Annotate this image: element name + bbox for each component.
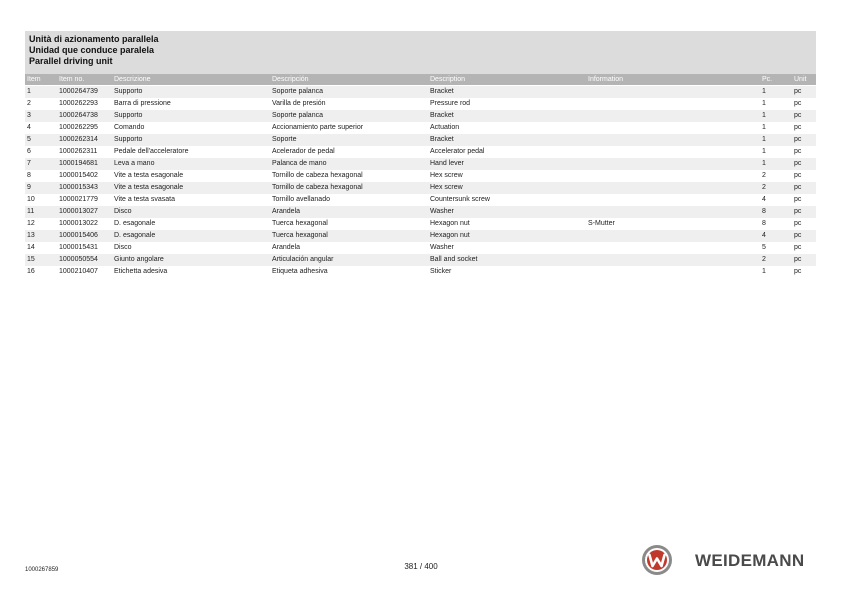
cell-desc-english: Actuation <box>430 124 460 131</box>
cell-desc-italian: D. esagonale <box>114 220 156 227</box>
cell-item: 12 <box>27 220 35 227</box>
cell-desc-spanish: Tornillo de cabeza hexagonal <box>272 172 363 179</box>
cell-pieces: 2 <box>762 172 766 179</box>
cell-unit: pc <box>794 220 802 227</box>
table-row <box>25 266 816 278</box>
cell-unit: pc <box>794 196 802 203</box>
cell-item: 13 <box>27 232 35 239</box>
col-information: Information <box>588 76 624 83</box>
cell-desc-english: Washer <box>430 208 454 215</box>
cell-desc-italian: Giunto angolare <box>114 256 164 263</box>
cell-desc-english: Hexagon nut <box>430 220 470 227</box>
cell-desc-spanish: Etiqueta adhesiva <box>272 268 328 275</box>
cell-desc-italian: Vite a testa esagonale <box>114 184 184 191</box>
table-row <box>25 206 816 218</box>
cell-unit: pc <box>794 172 802 179</box>
cell-pieces: 1 <box>762 124 766 131</box>
cell-unit: pc <box>794 148 802 155</box>
table-row <box>25 218 816 230</box>
cell-item-no: 1000050554 <box>59 256 98 263</box>
cell-desc-english: Bracket <box>430 136 454 143</box>
cell-item-no: 1000015402 <box>59 172 98 179</box>
cell-item: 4 <box>27 124 31 131</box>
cell-item-no: 1000264739 <box>59 88 98 95</box>
cell-pieces: 5 <box>762 244 766 251</box>
cell-item: 11 <box>27 208 35 215</box>
table-row <box>25 230 816 242</box>
cell-desc-italian: Leva a mano <box>114 160 155 167</box>
table-row <box>25 254 816 266</box>
table-row <box>25 158 816 170</box>
cell-desc-english: Ball and socket <box>430 256 478 263</box>
cell-desc-italian: Supporto <box>114 112 143 119</box>
cell-pieces: 1 <box>762 88 766 95</box>
cell-desc-spanish: Tuerca hexagonal <box>272 220 328 227</box>
cell-desc-italian: Disco <box>114 208 132 215</box>
col-desc-english: Description <box>430 76 466 83</box>
cell-unit: pc <box>794 244 802 251</box>
document-title-block <box>25 31 816 74</box>
cell-unit: pc <box>794 124 802 131</box>
cell-item-no: 1000262293 <box>59 100 98 107</box>
col-item: Item <box>27 76 41 83</box>
cell-pieces: 4 <box>762 196 766 203</box>
cell-item-no: 1000015406 <box>59 232 98 239</box>
cell-item: 9 <box>27 184 31 191</box>
cell-pieces: 2 <box>762 184 766 191</box>
cell-item: 6 <box>27 148 31 155</box>
cell-desc-italian: Etichetta adesiva <box>114 268 168 275</box>
table-row <box>25 122 816 134</box>
cell-pieces: 1 <box>762 148 766 155</box>
cell-pieces: 8 <box>762 220 766 227</box>
cell-item-no: 1000013027 <box>59 208 98 215</box>
cell-item-no: 1000264738 <box>59 112 98 119</box>
cell-item-no: 1000262295 <box>59 124 98 131</box>
cell-desc-english: Washer <box>430 244 454 251</box>
cell-unit: pc <box>794 256 802 263</box>
cell-unit: pc <box>794 232 802 239</box>
cell-pieces: 1 <box>762 160 766 167</box>
cell-item: 14 <box>27 244 35 251</box>
cell-desc-english: Hex screw <box>430 184 463 191</box>
table-row <box>25 170 816 182</box>
cell-desc-spanish: Tornillo avellanado <box>272 196 330 203</box>
cell-unit: pc <box>794 184 802 191</box>
title-english: Parallel driving unit <box>29 56 113 66</box>
cell-item-no: 1000262314 <box>59 136 98 143</box>
cell-desc-spanish: Accionamiento parte superior <box>272 124 364 131</box>
cell-desc-italian: Barra di pressione <box>114 100 171 107</box>
cell-pieces: 1 <box>762 268 766 275</box>
cell-desc-spanish: Soporte palanca <box>272 112 323 119</box>
col-unit: Unit <box>794 76 807 83</box>
cell-desc-italian: Vite a testa svasata <box>114 196 175 203</box>
cell-pieces: 8 <box>762 208 766 215</box>
cell-desc-english: Accelerator pedal <box>430 148 485 155</box>
cell-item-no: 1000194681 <box>59 160 98 167</box>
cell-item: 10 <box>27 196 35 203</box>
cell-item-no: 1000210407 <box>59 268 98 275</box>
cell-desc-english: Hand lever <box>430 160 464 167</box>
cell-desc-spanish: Acelerador de pedal <box>272 148 335 155</box>
cell-pieces: 1 <box>762 136 766 143</box>
table-row <box>25 98 816 110</box>
cell-unit: pc <box>794 88 802 95</box>
cell-unit: pc <box>794 208 802 215</box>
cell-desc-english: Sticker <box>430 268 452 275</box>
cell-item: 3 <box>27 112 31 119</box>
cell-desc-spanish: Arandela <box>272 244 301 251</box>
cell-item: 16 <box>27 268 35 275</box>
cell-desc-spanish: Tornillo de cabeza hexagonal <box>272 184 363 191</box>
cell-desc-english: Bracket <box>430 112 454 119</box>
cell-desc-spanish: Arandela <box>272 208 301 215</box>
cell-item-no: 1000021779 <box>59 196 98 203</box>
cell-desc-spanish: Palanca de mano <box>272 160 327 167</box>
cell-pieces: 4 <box>762 232 766 239</box>
table-row <box>25 242 816 254</box>
parts-table-body <box>25 86 816 278</box>
cell-item: 2 <box>27 100 31 107</box>
col-item-no: Item no. <box>59 76 85 83</box>
cell-item-no: 1000013022 <box>59 220 98 227</box>
cell-item: 15 <box>27 256 35 263</box>
cell-desc-italian: Supporto <box>114 136 143 143</box>
cell-item: 8 <box>27 172 31 179</box>
cell-desc-spanish: Soporte <box>272 136 297 143</box>
cell-desc-english: Countersunk screw <box>430 196 490 203</box>
cell-desc-italian: Pedale dell'acceleratore <box>114 148 189 155</box>
document-id: 1000267859 <box>25 567 59 573</box>
col-desc-italian: Descrizione <box>114 76 151 83</box>
parts-table-header <box>25 74 816 85</box>
cell-item: 5 <box>27 136 31 143</box>
cell-pieces: 1 <box>762 100 766 107</box>
cell-desc-english: Hex screw <box>430 172 463 179</box>
cell-desc-italian: Comando <box>114 124 145 131</box>
cell-desc-english: Pressure rod <box>430 100 471 107</box>
cell-desc-english: Bracket <box>430 88 454 95</box>
cell-unit: pc <box>794 268 802 275</box>
cell-desc-spanish: Varilla de presión <box>272 100 326 107</box>
brand-name: WEIDEMANN <box>695 551 805 570</box>
cell-unit: pc <box>794 136 802 143</box>
cell-desc-italian: Vite a testa esagonale <box>114 172 184 179</box>
cell-unit: pc <box>794 112 802 119</box>
cell-desc-spanish: Articulación angular <box>272 256 334 263</box>
col-desc-spanish: Descripción <box>272 76 309 83</box>
cell-desc-english: Hexagon nut <box>430 232 470 239</box>
cell-item-no: 1000262311 <box>59 148 98 155</box>
cell-item-no: 1000015431 <box>59 244 98 251</box>
cell-unit: pc <box>794 160 802 167</box>
cell-pieces: 2 <box>762 256 766 263</box>
cell-unit: pc <box>794 100 802 107</box>
cell-desc-italian: Disco <box>114 244 132 251</box>
cell-desc-italian: D. esagonale <box>114 232 156 239</box>
table-row <box>25 194 816 206</box>
title-spanish: Unidad que conduce paralela <box>29 45 155 55</box>
cell-desc-spanish: Soporte palanca <box>272 88 323 95</box>
col-pieces: Pc. <box>762 76 773 83</box>
title-italian: Unità di azionamento parallela <box>29 34 159 44</box>
cell-item: 7 <box>27 160 31 167</box>
table-row <box>25 134 816 146</box>
cell-desc-spanish: Tuerca hexagonal <box>272 232 328 239</box>
table-row <box>25 110 816 122</box>
cell-item-no: 1000015343 <box>59 184 98 191</box>
cell-desc-italian: Supporto <box>114 88 143 95</box>
table-row <box>25 182 816 194</box>
table-row <box>25 86 816 98</box>
page-number: 381 / 400 <box>404 562 438 571</box>
weidemann-w-logo-icon <box>641 544 673 576</box>
cell-pieces: 1 <box>762 112 766 119</box>
table-row <box>25 146 816 158</box>
cell-item: 1 <box>27 88 31 95</box>
cell-information: S-Mutter <box>588 220 615 227</box>
